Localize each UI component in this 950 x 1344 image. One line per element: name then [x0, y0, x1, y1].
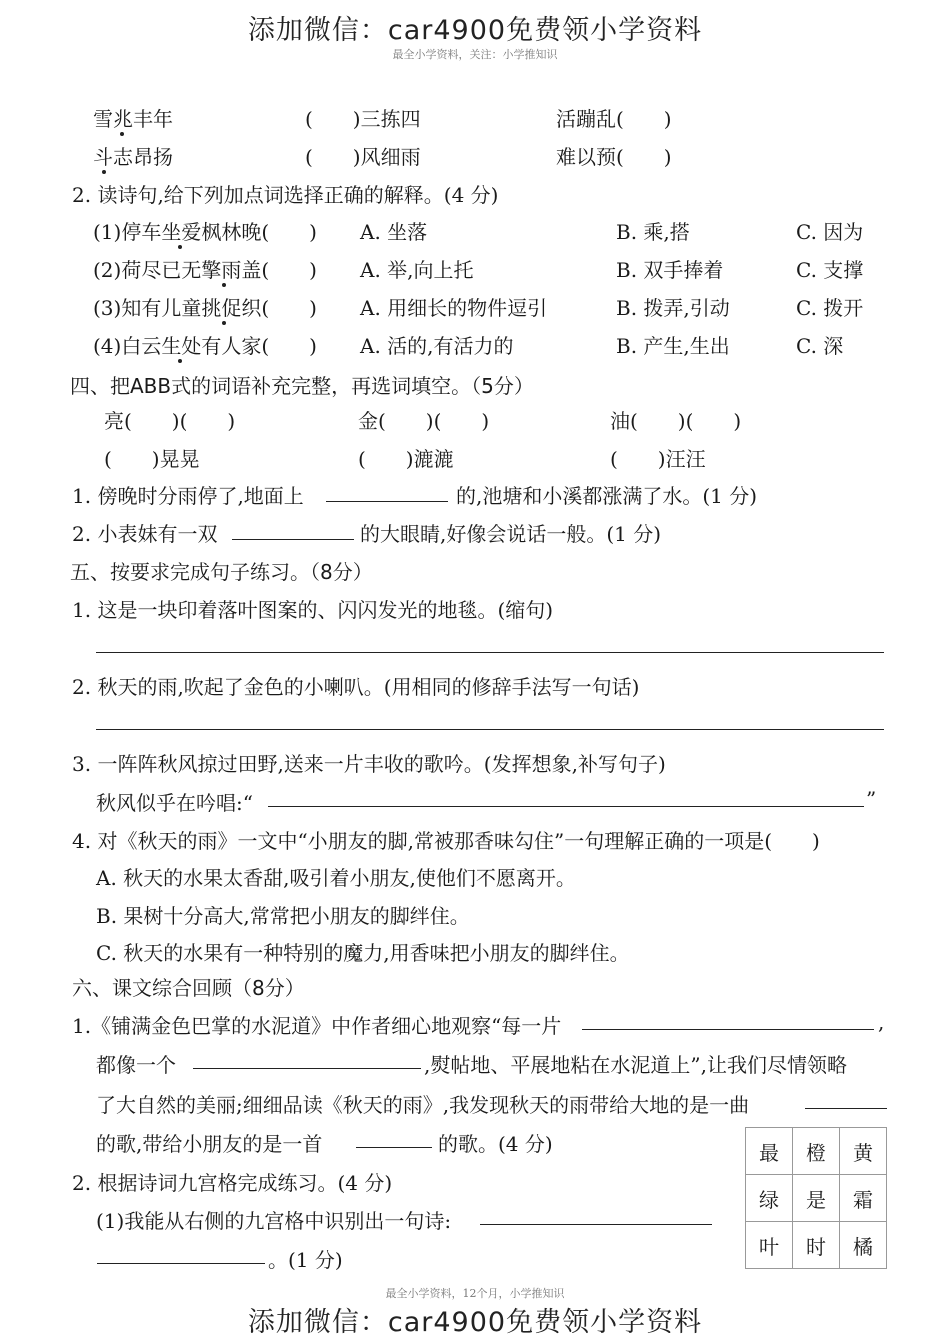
- sec6-q1-line4-start: 的歌,带给小朋友的是一首: [96, 1132, 323, 1156]
- sec5-q3-blank[interactable]: [268, 806, 864, 807]
- grid-cell: 是: [793, 1175, 840, 1222]
- sec5-q3-prompt: 秋风似乎在吟唱:“: [96, 791, 253, 815]
- abb-2: 金( )( ): [358, 409, 490, 433]
- idiom-2: ( )三拣四: [305, 107, 421, 131]
- grid-cell: 霜: [840, 1175, 887, 1222]
- sec5-q1-answer-line[interactable]: [96, 652, 884, 653]
- sec4-q2-blank[interactable]: [232, 539, 354, 540]
- sec4-q1-blank[interactable]: [326, 501, 448, 502]
- abb-4: ( )晃晃: [104, 447, 200, 471]
- top-watermark: 添加微信：car4900免费领小学资料: [247, 15, 703, 46]
- grid-cell: 橘: [840, 1222, 887, 1269]
- header-subtitle: 最全小学资料，关注：小学推知识: [392, 48, 558, 61]
- idiom-3: 活蹦乱( ): [556, 107, 672, 131]
- q2-item-4-c: C. 深: [796, 334, 844, 358]
- section-4-title: 四、把ABB式的词语补充完整，再选词填空。（5分）: [70, 374, 534, 398]
- sec6-q1-line3: 了大自然的美丽;细细品读《秋天的雨》,我发现秋天的雨带给大地的是一曲: [96, 1093, 750, 1117]
- bottom-watermark: 添加微信：car4900免费领小学资料: [247, 1307, 703, 1338]
- emphasis-dot: [178, 245, 182, 249]
- emphasis-dot: [222, 283, 226, 287]
- sec6-q1-line2-start: 都像一个: [96, 1053, 176, 1077]
- sec6-q1-line2-end: ,熨帖地、平展地粘在水泥道上”,让我们尽情领略: [424, 1053, 847, 1077]
- sec6-q2-1-blank-2[interactable]: [97, 1263, 265, 1264]
- grid-cell: 叶: [746, 1222, 793, 1269]
- sec5-q4-option-a: A. 秋天的水果太香甜,吸引着小朋友,使他们不愿离开。: [96, 866, 576, 890]
- sec6-q1-blank-4[interactable]: [356, 1147, 432, 1148]
- sec5-q3-close-quote: ”: [866, 787, 877, 811]
- sec5-q4: 4. 对《秋天的雨》一文中“小朋友的脚,常被那香味勾住”一句理解正确的一项是( ): [72, 829, 820, 853]
- emphasis-dot: [222, 321, 226, 325]
- sec5-q2-answer-line[interactable]: [96, 729, 884, 730]
- q2-item-4: (4)白云生处有人家( ): [93, 334, 317, 358]
- q2-item-2: (2)荷尽已无擎雨盖( ): [93, 258, 317, 282]
- sec4-q2-start: 2. 小表妹有一双: [72, 522, 218, 546]
- q2-item-1-c: C. 因为: [796, 220, 864, 244]
- sec4-q1-start: 1. 傍晚时分雨停了,地面上: [72, 484, 304, 508]
- q2-item-1-b: B. 乘,搭: [616, 220, 690, 244]
- q2-item-4-b: B. 产生,生出: [616, 334, 730, 358]
- sec5-q2: 2. 秋天的雨,吹起了金色的小喇叭。(用相同的修辞手法写一句话): [72, 675, 640, 699]
- sec5-q3: 3. 一阵阵秋风掠过田野,送来一片丰收的歌吟。(发挥想象,补写句子): [72, 752, 666, 776]
- poem-grid: [745, 1127, 887, 1269]
- sec4-q2-end: 的大眼睛,好像会说话一般。(1 分): [360, 522, 662, 546]
- grid-cell: 橙: [793, 1128, 840, 1175]
- q2-item-3-a: A. 用细长的物件逗引: [360, 296, 548, 320]
- sec6-q1-comma: ,: [878, 1010, 885, 1034]
- sec5-q1: 1. 这是一块印着落叶图案的、闪闪发光的地毯。(缩句): [72, 598, 554, 622]
- sec6-q2-1-blank-1[interactable]: [480, 1224, 712, 1225]
- abb-6: ( )汪汪: [610, 447, 706, 471]
- idiom-1: 雪兆丰年: [93, 107, 173, 131]
- sec6-q1-blank-2[interactable]: [193, 1068, 421, 1069]
- q2-item-2-b: B. 双手捧着: [616, 258, 724, 282]
- idiom-4: 斗志昂扬: [93, 145, 173, 169]
- grid-cell: 时: [793, 1222, 840, 1269]
- q2-item-1-a: A. 坐落: [360, 220, 428, 244]
- abb-5: ( )漉漉: [358, 447, 454, 471]
- emphasis-dot: [178, 359, 182, 363]
- sec6-q1-line1: 1.《铺满金色巴掌的水泥道》中作者细心地观察“每一片: [72, 1014, 562, 1038]
- sec6-q1-blank-3[interactable]: [805, 1108, 887, 1109]
- grid-cell: 最: [746, 1128, 793, 1175]
- sec6-q1-blank-1[interactable]: [582, 1029, 874, 1030]
- q2-item-1: (1)停车坐爱枫林晚( ): [93, 220, 317, 244]
- q2-item-3-c: C. 拨开: [796, 296, 864, 320]
- q2-item-2-a: A. 举,向上托: [360, 258, 474, 282]
- idiom-6: 难以预( ): [556, 145, 672, 169]
- abb-3: 油( )( ): [610, 409, 742, 433]
- idiom-5: ( )风细雨: [305, 145, 421, 169]
- sec6-q2: 2. 根据诗词九宫格完成练习。(4 分): [72, 1171, 393, 1195]
- q2-item-3-b: B. 拨弄,引动: [616, 296, 730, 320]
- footer-subtitle: 最全小学资料，12个月，小学推知识: [385, 1287, 565, 1300]
- sec5-q4-option-b: B. 果树十分高大,常常把小朋友的脚绊住。: [96, 904, 470, 928]
- sec6-q2-1-end: 。(1 分): [268, 1248, 343, 1272]
- q2-title: 2. 读诗句,给下列加点词选择正确的解释。(4 分): [72, 183, 499, 207]
- section-6-title: 六、课文综合回顾（8分）: [72, 976, 305, 1000]
- grid-cell: 绿: [746, 1175, 793, 1222]
- emphasis-dot: [120, 132, 124, 136]
- sec6-q2-1: (1)我能从右侧的九宫格中识别出一句诗:: [96, 1209, 452, 1233]
- section-5-title: 五、按要求完成句子练习。（8分）: [70, 560, 373, 584]
- q2-item-4-a: A. 活的,有活力的: [360, 334, 514, 358]
- emphasis-dot: [102, 170, 106, 174]
- sec5-q4-option-c: C. 秋天的水果有一种特别的魔力,用香味把小朋友的脚绊住。: [96, 941, 630, 965]
- q2-item-2-c: C. 支撑: [796, 258, 864, 282]
- sec6-q1-line4-end: 的歌。(4 分): [438, 1132, 553, 1156]
- sec4-q1-end: 的,池塘和小溪都涨满了水。(1 分): [456, 484, 758, 508]
- grid-cell: 黄: [840, 1128, 887, 1175]
- q2-item-3: (3)知有儿童挑促织( ): [93, 296, 317, 320]
- abb-1: 亮( )( ): [104, 409, 236, 433]
